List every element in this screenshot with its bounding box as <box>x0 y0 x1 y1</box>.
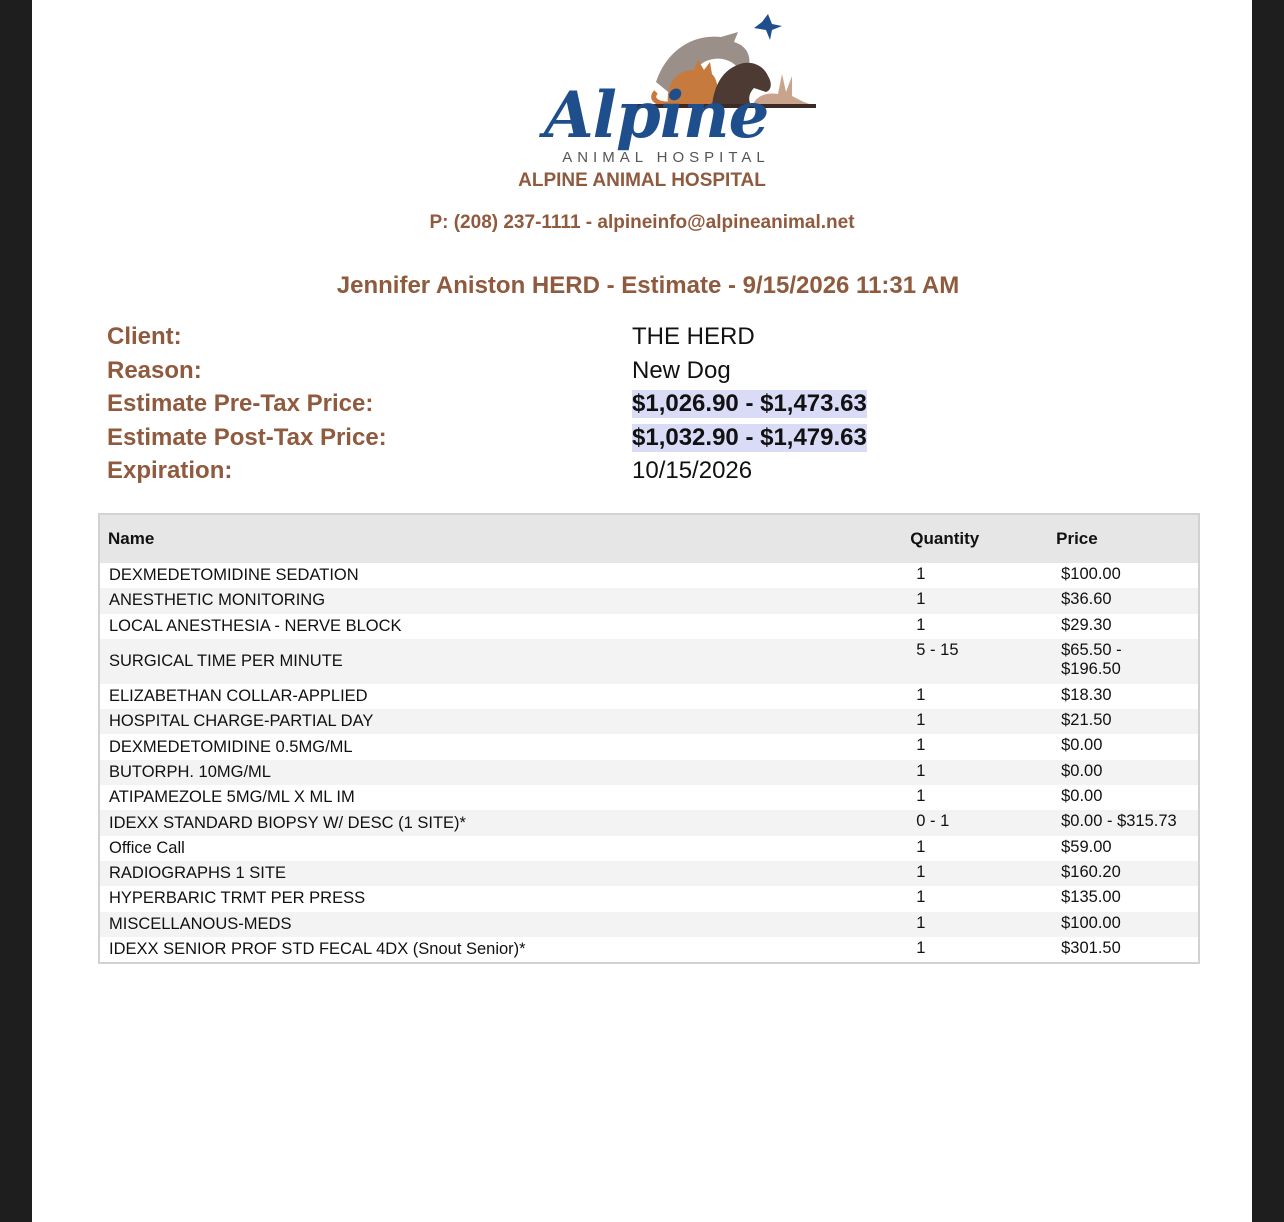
reason-label: Reason: <box>107 356 202 384</box>
item-quantity: 1 <box>916 565 926 583</box>
table-row <box>99 639 1199 684</box>
item-name: Office Call <box>109 838 185 857</box>
table-row <box>99 912 1199 937</box>
contact-line: P: (208) 237-1111 - alpineinfo@alpineanimal.net <box>429 212 855 233</box>
item-quantity: 1 <box>916 837 926 856</box>
table-row <box>99 614 1199 639</box>
expiration-label: Expiration: <box>107 457 233 484</box>
item-price: $100.00 <box>1048 912 1199 937</box>
item-price: $29.30 <box>1061 615 1112 634</box>
pretax-label: Estimate Pre-Tax Price: <box>107 390 374 417</box>
item-name: DEXMEDETOMIDINE 0.5MG/ML <box>109 737 353 756</box>
item-name: LOCAL ANESTHESIA - NERVE BLOCK <box>109 616 402 635</box>
item-name: RADIOGRAPHS 1 SITE <box>99 861 902 886</box>
table-row <box>99 588 1199 613</box>
column-header-price: Price <box>1048 514 1199 563</box>
item-price: $301.50 <box>1061 938 1121 957</box>
logo-subtitle: ANIMAL HOSPITAL <box>562 149 770 166</box>
item-name: BUTORPH. 10MG/ML <box>99 760 902 785</box>
posttax-label: Estimate Post-Tax Price: <box>107 423 387 451</box>
item-quantity: 1 <box>902 709 1048 734</box>
item-name: ELIZABETHAN COLLAR-APPLIED <box>109 687 368 706</box>
item-name: HYPERBARIC TRMT PER PRESS <box>109 889 366 908</box>
item-price: $0.00 <box>1061 787 1103 806</box>
item-quantity: 1 <box>902 760 1048 785</box>
info-row-reason <box>107 357 1007 391</box>
item-price: $160.20 <box>1048 861 1199 886</box>
item-quantity: 1 <box>916 685 926 704</box>
column-header-name: Name <box>99 514 902 563</box>
reason-value: New Dog <box>632 356 731 384</box>
item-quantity: 1 <box>916 615 926 634</box>
item-quantity: 1 <box>902 588 1048 613</box>
estimate-info <box>107 323 1007 491</box>
item-quantity: 1 <box>916 787 926 806</box>
item-price: $21.50 <box>1048 709 1199 734</box>
table-header-row <box>99 514 1199 563</box>
item-name: IDEXX STANDARD BIOPSY W/ DESC (1 SITE)* <box>99 810 902 835</box>
column-header-quantity: Quantity <box>902 514 1048 563</box>
item-price: $18.30 <box>1061 685 1112 704</box>
item-quantity: 1 <box>916 736 926 755</box>
table-row <box>99 861 1199 886</box>
client-label: Client: <box>107 323 182 350</box>
item-name: ANESTHETIC MONITORING <box>99 588 902 613</box>
item-name: SURGICAL TIME PER MINUTE <box>99 639 902 684</box>
table-row <box>99 563 1199 588</box>
estimate-title: Jennifer Aniston HERD - Estimate - 9/15/2026 11:31 AM <box>336 272 960 299</box>
item-price-text: $65.50 - $196.50 <box>1061 640 1122 678</box>
hospital-logo <box>516 12 816 172</box>
item-name: DEXMEDETOMIDINE SEDATION <box>109 566 359 585</box>
table-row <box>99 709 1199 734</box>
item-quantity: 1 <box>916 938 926 957</box>
table-row <box>99 684 1199 709</box>
hospital-name: ALPINE ANIMAL HOSPITAL <box>518 170 766 191</box>
item-price: $0.00 <box>1061 736 1103 755</box>
item-quantity: 5 - 15 <box>902 639 1048 684</box>
info-row-posttax <box>107 424 1007 458</box>
item-price: $36.60 <box>1048 588 1199 613</box>
logo-wordmark: Alpine <box>544 78 769 153</box>
table-row <box>99 836 1199 861</box>
item-quantity: 1 <box>916 888 926 907</box>
item-name: MISCELLANOUS-MEDS <box>99 912 902 937</box>
table-row <box>99 937 1199 963</box>
table-row <box>99 810 1199 835</box>
info-row-expiration <box>107 457 1007 491</box>
table-row <box>99 785 1199 810</box>
item-price: $0.00 <box>1048 760 1199 785</box>
item-quantity: 1 <box>902 861 1048 886</box>
item-name: IDEXX SENIOR PROF STD FECAL 4DX (Snout Senior)* <box>109 940 526 958</box>
info-row-pretax <box>107 390 1007 424</box>
estimate-page <box>32 0 1252 1222</box>
item-price: $0.00 - $315.73 <box>1048 810 1199 835</box>
table-row <box>99 734 1199 759</box>
expiration-value: 10/15/2026 <box>632 457 753 484</box>
item-quantity: 0 - 1 <box>902 810 1048 835</box>
item-name: ATIPAMEZOLE 5MG/ML X ML IM <box>109 788 355 807</box>
item-name: HOSPITAL CHARGE-PARTIAL DAY <box>99 709 902 734</box>
pretax-value: $1,026.90 - $1,473.63 <box>632 390 867 417</box>
item-price: $100.00 <box>1061 565 1121 583</box>
item-price: $135.00 <box>1061 888 1121 907</box>
item-price <box>1048 639 1199 684</box>
info-row-client <box>107 323 1007 357</box>
estimate-items-table <box>98 513 1200 964</box>
item-price: $59.00 <box>1061 837 1112 856</box>
client-value: THE HERD <box>632 323 755 350</box>
item-quantity: 1 <box>902 912 1048 937</box>
posttax-value: $1,032.90 - $1,479.63 <box>632 423 867 451</box>
table-row <box>99 760 1199 785</box>
table-row <box>99 886 1199 911</box>
